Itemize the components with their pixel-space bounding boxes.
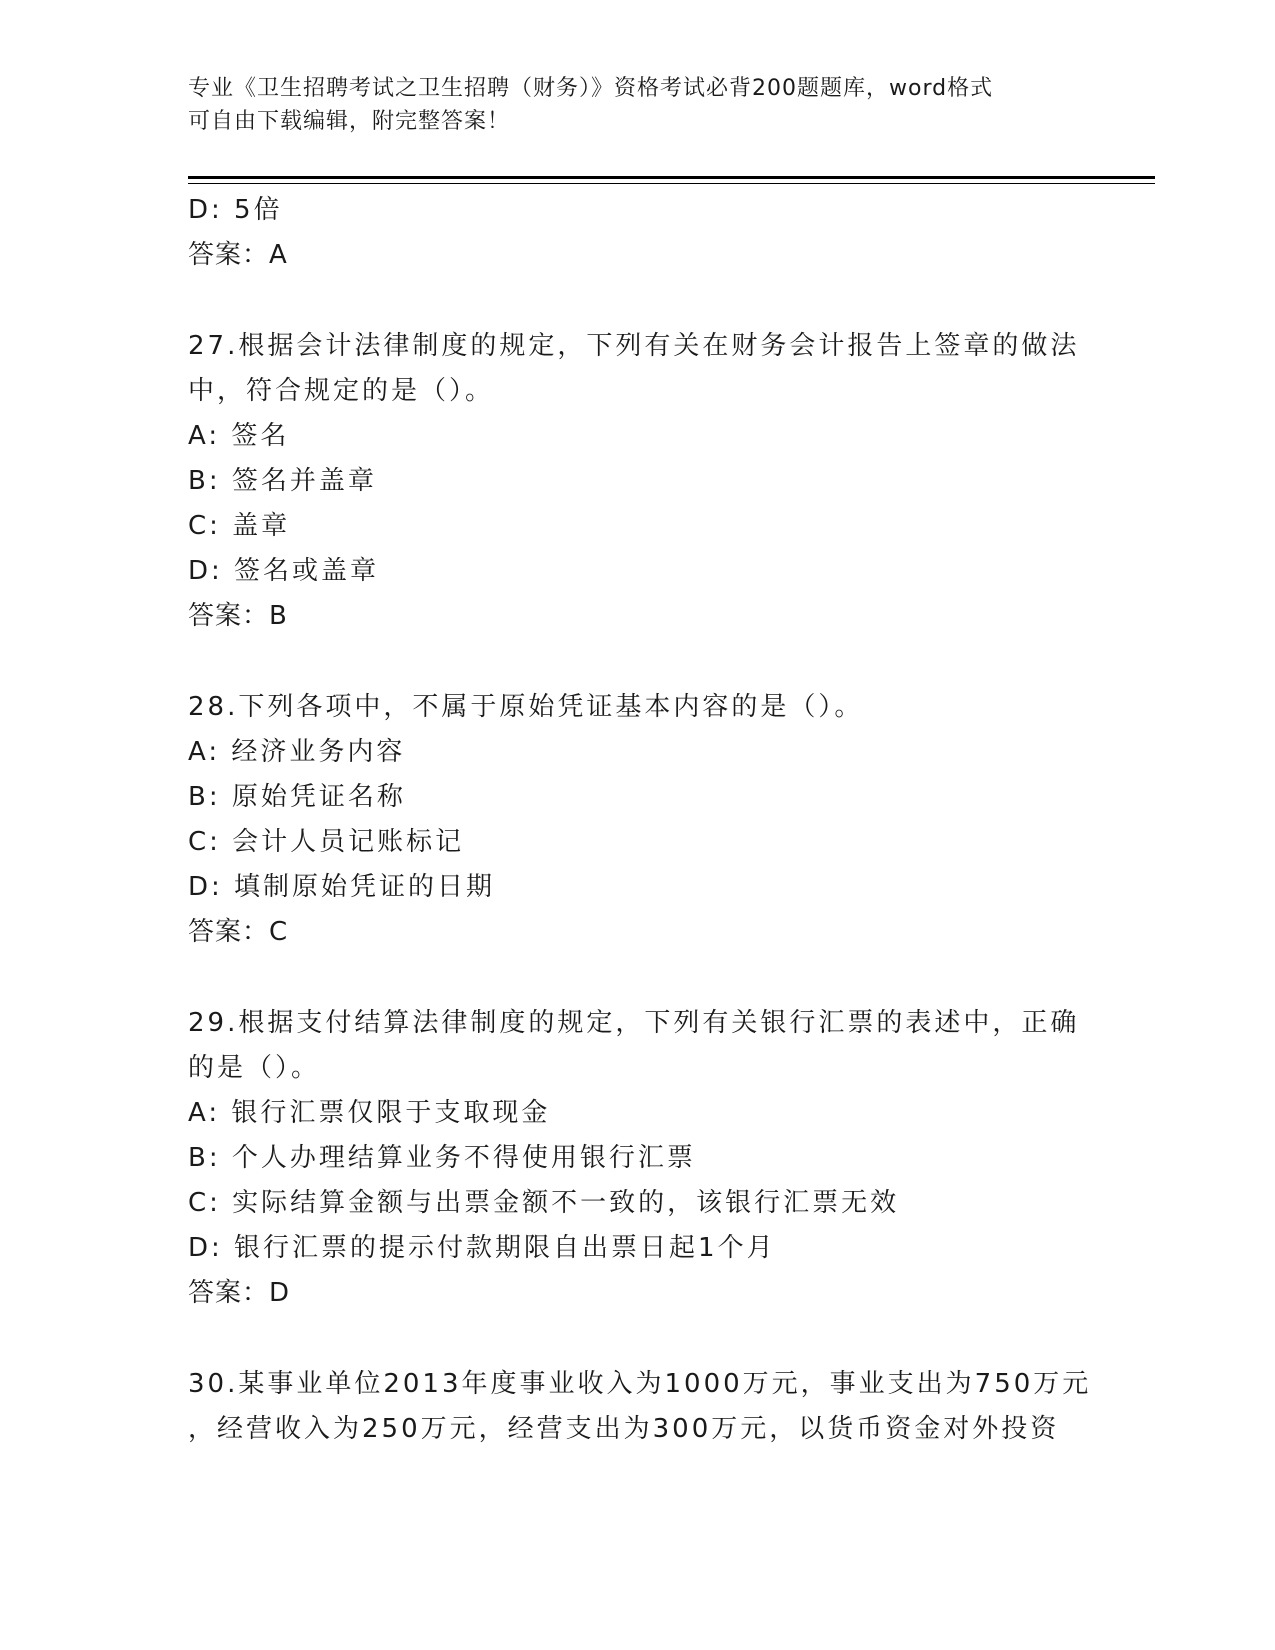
question-26-tail [188, 188, 1088, 278]
option-a: A: 银行汇票仅限于支取现金 [188, 1098, 551, 1128]
option-b: B: 个人办理结算业务不得使用银行汇票 [188, 1143, 696, 1173]
option-d: D: 5倍 [188, 195, 283, 225]
spacer [188, 1316, 1088, 1362]
option-d: D: 填制原始凭证的日期 [188, 872, 496, 902]
header-line-2: 可自由下载编辑，附完整答案！ [188, 109, 511, 134]
question-29 [188, 1001, 1088, 1316]
option-b: B: 签名并盖章 [188, 466, 377, 496]
page-header [188, 72, 1088, 138]
option-b: B: 原始凭证名称 [188, 782, 406, 812]
option-c: C: 盖章 [188, 511, 291, 541]
question-stem-line: 29.根据支付结算法律制度的规定，下列有关银行汇票的表述中，正确 [188, 1008, 1080, 1038]
answer-line: 答案：A [188, 240, 288, 270]
answer-line: 答案：D [188, 1278, 291, 1308]
answer-line: 答案：C [188, 917, 289, 947]
question-stem-line: 30.某事业单位2013年度事业收入为1000万元，事业支出为750万元 [188, 1369, 1092, 1399]
option-d: D: 签名或盖章 [188, 556, 380, 586]
header-divider-thick [188, 176, 1155, 179]
option-a: A: 经济业务内容 [188, 737, 406, 767]
question-27 [188, 324, 1088, 639]
spacer [188, 278, 1088, 324]
header-divider-thin [188, 183, 1155, 184]
question-stem-line: 27.根据会计法律制度的规定，下列有关在财务会计报告上签章的做法 [188, 331, 1080, 361]
document-body [188, 188, 1092, 1452]
question-30 [188, 1362, 1092, 1452]
option-c: C: 会计人员记账标记 [188, 827, 465, 857]
question-stem-line: ，经营收入为250万元，经营支出为300万元，以货币资金对外投资 [188, 1414, 1060, 1444]
option-d: D: 银行汇票的提示付款期限自出票日起1个月 [188, 1233, 776, 1263]
spacer [188, 639, 1088, 685]
question-stem-line: 28.下列各项中，不属于原始凭证基本内容的是（）。 [188, 692, 864, 722]
question-stem-line: 中，符合规定的是（）。 [188, 376, 495, 406]
spacer [188, 955, 1088, 1001]
question-28 [188, 685, 1088, 955]
answer-line: 答案：B [188, 601, 288, 631]
header-line-1: 专业《卫生招聘考试之卫生招聘（财务）》资格考试必背200题题库，word格式 [188, 76, 994, 101]
option-c: C: 实际结算金额与出票金额不一致的，该银行汇票无效 [188, 1188, 900, 1218]
option-a: A: 签名 [188, 421, 290, 451]
question-stem-line: 的是（）。 [188, 1053, 321, 1083]
